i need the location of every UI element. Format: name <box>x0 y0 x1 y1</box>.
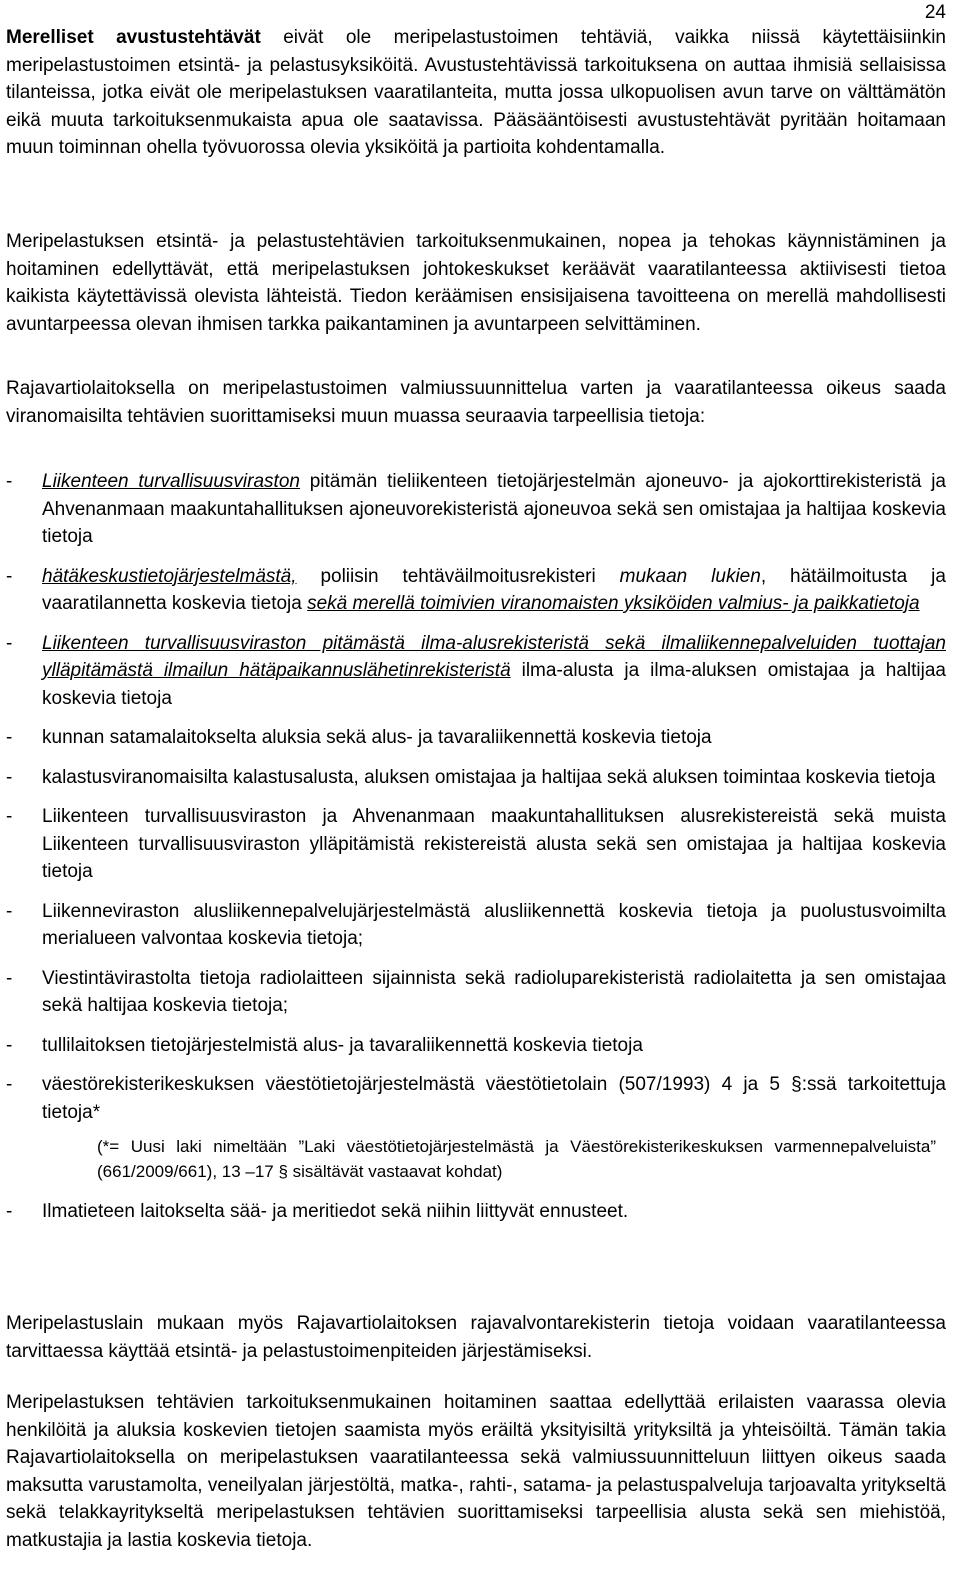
paragraph-text: eivät ole meripelastustoimen tehtäviä, vaikka niissä käytettäisiinkin meripelastustoimen etsintä- ja pelastusyksiköitä. Avustustehtävissä tarkoituksena on auttaa ihmisiä sellaisissa tilanteissa, jotka eivät ole meripelastuksen vaaratilanteita, mutta jossa ulkopuolisen avun tarve on välttämätön eikä muuta tarkoituksenmukaista apua ole saatavissa. Pääsääntöisesti avustustehtävät pyritään hoitamaan muun toiminnan ohella työvuorossa olevia yksiköitä ja partioita kohdentamalla. <box>6 27 947 158</box>
list-dash: - <box>6 900 13 922</box>
paragraph-avustustehtavat <box>6 24 946 162</box>
footnote-remark: (*= Uusi laki nimeltään ”Laki väestötietojärjestelmästä ja Väestörekisterikeskuksen varmennepalveluista” (661/2009/661), 13 –17 § sisältävät vastaavat kohdat) <box>97 1137 936 1181</box>
emphasis-text: hätäkeskustietojärjestelmästä, <box>42 565 297 587</box>
list-item <box>6 764 946 792</box>
item-text: tullilaitoksen tietojärjestelmistä alus- ja tavaraliikennettä koskevia tietoja <box>42 1034 643 1056</box>
list-dash: - <box>6 1201 13 1222</box>
emphasis-text: mukaan lukien <box>619 565 761 587</box>
emphasis-text: sekä merellä toimivien viranomaisten yksiköiden valmius- ja paikkatietoja <box>307 593 920 614</box>
item-text: kunnan satamalaitokselta aluksia sekä alus- ja tavaraliikennettä koskevia tietoja <box>42 727 712 748</box>
list-dash: - <box>6 1034 13 1056</box>
paragraph-rajavalvontarekisteri: Meripelastuslain mukaan myös Rajavartiolaitoksen rajavalvontarekisterin tietoja voidaan vaaratilanteessa tarvittaessa käyttää etsintä- ja pelastustoimenpiteiden järjestämiseksi. <box>6 1313 946 1362</box>
list-item <box>6 803 946 886</box>
list-item <box>6 898 946 953</box>
item-text: ilma-alusta ja ilma-aluksen omistajaa ja haltijaa koskevia tietoja <box>42 660 946 709</box>
item-text: kalastusviranomaisilta kalastusalusta, aluksen omistajaa ja haltijaa sekä aluksen toimintaa koskevia tietoja <box>42 766 936 788</box>
list-item <box>6 563 946 618</box>
list-dash: - <box>6 632 13 654</box>
list-dash: - <box>6 727 13 748</box>
list-dash: - <box>6 471 13 492</box>
list-item <box>6 1032 946 1060</box>
item-text: Liikenteen turvallisuusviraston ja Ahvenanmaan maakuntahallituksen alusrekistereistä sekä muista Liikenteen turvallisuusviraston ylläpitämistä rekistereistä alusta sekä sen omistajaa ja haltijaa koskevia tietoja <box>42 806 946 882</box>
list-item <box>6 1071 946 1126</box>
list-dash: - <box>6 967 13 989</box>
emphasis-text: Liikenteen turvallisuusviraston <box>42 471 300 492</box>
page-number: 24 <box>924 2 946 23</box>
list-item <box>6 468 946 551</box>
paragraph-tiedonkeruu: Meripelastuksen etsintä- ja pelastustehtävien tarkoituksenmukainen, nopea ja tehokas käynnistäminen ja hoitaminen edellyttävät, että meripelastuksen johtokeskukset keräävät vaaratilanteessa aktiivisesti tietoa kaikista käytettävissä olevista lähteistä. Tiedon keräämisen ensisijaisena tavoitteena on merellä mahdollisesti avuntarpeessa olevan ihmisen tarkka paikantaminen ja avuntarpeen selvittäminen. <box>6 231 946 335</box>
item-text: Viestintävirastolta tietoja radiolaitteen sijainnista sekä radioluparekisteristä radiolaitetta ja sen omistajaa sekä haltijaa koskevia tietoja; <box>42 967 946 1016</box>
emphasis-text: Liikenteen turvallisuusviraston pitämästä ilma-alusrekisteristä sekä ilmaliikennepalveluiden tuottajan ylläpitämästä ilmailun hätäpaikannuslähetinrekisteristä <box>42 632 946 681</box>
list-item <box>6 1198 946 1226</box>
paragraph-yksityiset-yritykset: Meripelastuksen tehtävien tarkoituksenmukainen hoitaminen saattaa edellyttää erilaisten vaarassa olevia henkilöitä ja aluksia koskevien tietojen saamista myös eräiltä yksityisiltä yrityksiltä ja yhteisöiltä. Tämän takia Rajavartiolaitoksella on meripelastuksen vaaratilanteessa sekä valmiussuunnitteluun liittyen oikeus saada maksutta varustamolta, veneilyalan järjestöltä, matka-, rahti-, satama- ja pelastuspalveluja tarjoavalta yritykseltä sekä telakkayritykseltä meripelastuksen tehtävien suorittamiseksi tarpeellisia alusta sekä sen miehistöä, matkustajia ja lastia koskevia tietoja. <box>6 1392 946 1551</box>
item-text: , hätäilmoitusta ja vaaratilannetta koskevia tietoja <box>42 565 946 614</box>
item-text: poliisin tehtäväilmoitusrekisteri <box>296 565 620 587</box>
list-item <box>6 630 946 713</box>
list-item <box>6 965 946 1020</box>
item-text: Ilmatieteen laitokselta sää- ja meritiedot sekä niihin liittyvät ennusteet. <box>42 1201 629 1222</box>
list-item <box>6 724 946 752</box>
list-dash: - <box>6 806 13 827</box>
paragraph-oikeus-tietoihin: Rajavartiolaitoksella on meripelastustoimen valmiussuunnittelua varten ja vaaratilanteessa oikeus saada viranomaisilta tehtävien suorittamiseksi muun muassa seuraavia tarpeellisia tietoja: <box>6 378 946 427</box>
list-dash: - <box>6 1074 13 1095</box>
bold-lead: Merelliset avustustehtävät <box>6 27 261 48</box>
item-text: väestörekisterikeskuksen väestötietojärjestelmästä väestötietolain (507/1993) 4 ja 5 §:ssä tarkoitettuja tietoja* <box>42 1074 946 1123</box>
info-sources-list <box>6 468 946 1238</box>
list-dash: - <box>6 766 13 788</box>
item-text: Liikenneviraston alusliikennepalvelujärjestelmästä alusliikennettä koskevia tietoja ja puolustusvoimilta merialueen valvontaa koskevia tietoja; <box>42 900 946 949</box>
list-dash: - <box>6 565 13 587</box>
item-text: pitämän tieliikenteen tietojärjestelmän ajoneuvo- ja ajokorttirekisteristä ja Ahvenanmaan maakuntahallituksen ajoneuvorekisteristä ajoneuvoa sekä sen omistajaa ja haltijaa koskevia tietoja <box>42 471 946 547</box>
